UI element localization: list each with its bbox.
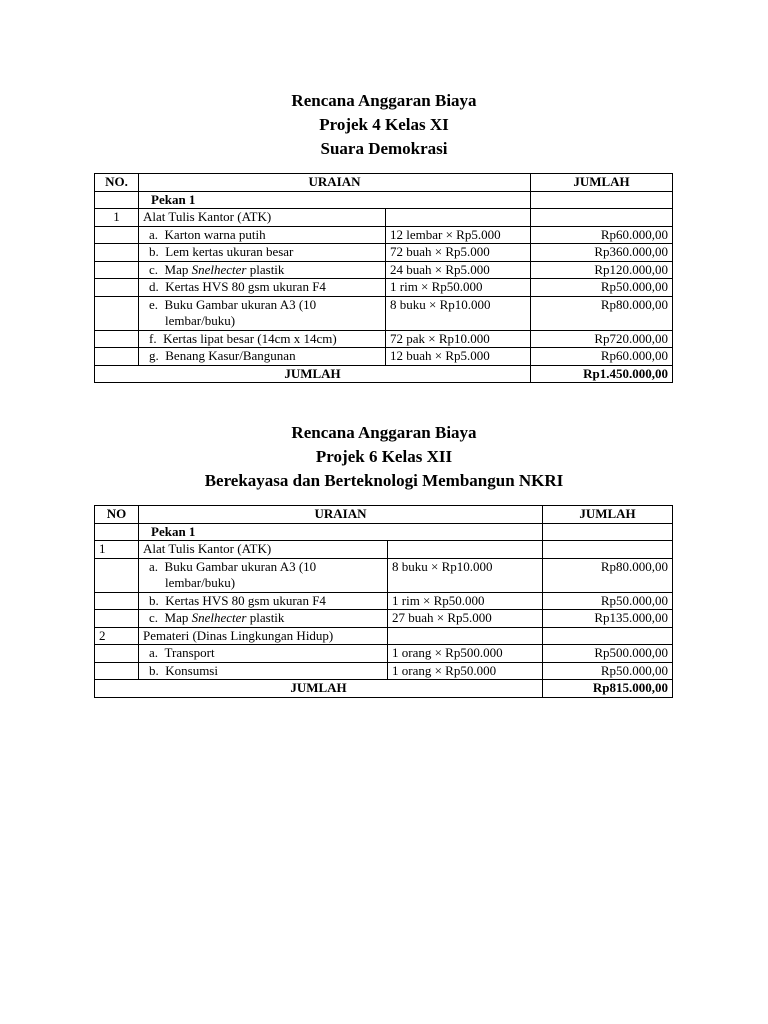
title-1-line-1: Rencana Anggaran Biaya xyxy=(291,91,477,110)
item-name: a. Buku Gambar ukuran A3 (10 lembar/buku) xyxy=(139,558,388,592)
table-row xyxy=(95,541,673,559)
total-row xyxy=(95,680,673,698)
table-row xyxy=(95,662,673,680)
header-jumlah: JUMLAH xyxy=(543,506,673,524)
item-amount: Rp135.000,00 xyxy=(543,610,673,628)
item-amount: Rp360.000,00 xyxy=(531,244,673,262)
item-name: e. Buku Gambar ukuran A3 (10 lembar/buku) xyxy=(139,296,386,330)
item-amount: Rp120.000,00 xyxy=(531,261,673,279)
item-name: b. Kertas HVS 80 gsm ukuran F4 xyxy=(139,592,388,610)
header-uraian: URAIAN xyxy=(139,506,543,524)
group-label: Pemateri (Dinas Lingkungan Hidup) xyxy=(139,627,388,645)
item-amount: Rp60.000,00 xyxy=(531,226,673,244)
item-quantity: 1 rim × Rp50.000 xyxy=(386,279,531,297)
pekan-label: Pekan 1 xyxy=(139,523,543,541)
group-number: 1 xyxy=(95,541,139,559)
total-row xyxy=(95,365,673,383)
budget-title-2 xyxy=(0,421,768,493)
item-quantity: 1 orang × Rp500.000 xyxy=(388,645,543,663)
group-number: 2 xyxy=(95,627,139,645)
total-label: JUMLAH xyxy=(95,680,543,698)
pekan-label: Pekan 1 xyxy=(139,191,531,209)
title-1-line-3: Suara Demokrasi xyxy=(320,139,448,158)
item-amount: Rp80.000,00 xyxy=(531,296,673,330)
item-quantity: 8 buku × Rp10.000 xyxy=(388,558,543,592)
total-value: Rp1.450.000,00 xyxy=(531,365,673,383)
item-name: g. Benang Kasur/Bangunan xyxy=(139,348,386,366)
group-label: Alat Tulis Kantor (ATK) xyxy=(139,541,388,559)
item-quantity: 72 buah × Rp5.000 xyxy=(386,244,531,262)
item-amount: Rp50.000,00 xyxy=(531,279,673,297)
table-row xyxy=(95,348,673,366)
item-quantity: 24 buah × Rp5.000 xyxy=(386,261,531,279)
item-amount: Rp50.000,00 xyxy=(543,592,673,610)
total-label: JUMLAH xyxy=(95,365,531,383)
item-quantity: 12 lembar × Rp5.000 xyxy=(386,226,531,244)
total-value: Rp815.000,00 xyxy=(543,680,673,698)
table-row xyxy=(95,558,673,592)
header-no: NO xyxy=(95,506,139,524)
item-amount: Rp500.000,00 xyxy=(543,645,673,663)
budget-table-2 xyxy=(94,505,673,698)
item-name: c. Map Snelhecter plastik xyxy=(139,261,386,279)
group-number: 1 xyxy=(95,209,139,227)
title-2-line-2: Projek 6 Kelas XII xyxy=(315,447,453,466)
item-name: b. Lem kertas ukuran besar xyxy=(139,244,386,262)
table-row xyxy=(95,610,673,628)
item-amount: Rp720.000,00 xyxy=(531,330,673,348)
item-quantity: 12 buah × Rp5.000 xyxy=(386,348,531,366)
item-quantity: 72 pak × Rp10.000 xyxy=(386,330,531,348)
item-quantity: 1 orang × Rp50.000 xyxy=(388,662,543,680)
item-amount: Rp60.000,00 xyxy=(531,348,673,366)
item-name: b. Konsumsi xyxy=(139,662,388,680)
table-row xyxy=(95,645,673,663)
table-header-row xyxy=(95,506,673,524)
item-name: a. Karton warna putih xyxy=(139,226,386,244)
item-name: d. Kertas HVS 80 gsm ukuran F4 xyxy=(139,279,386,297)
table-row xyxy=(95,330,673,348)
item-name: c. Map Snelhecter plastik xyxy=(139,610,388,628)
table-row xyxy=(95,226,673,244)
table-row xyxy=(95,592,673,610)
table-row xyxy=(95,261,673,279)
group-label: Alat Tulis Kantor (ATK) xyxy=(139,209,386,227)
item-name: f. Kertas lipat besar (14cm x 14cm) xyxy=(139,330,386,348)
table-header-row xyxy=(95,174,673,192)
title-2-line-3: Berekayasa dan Berteknologi Membangun NKRI xyxy=(204,471,564,490)
item-quantity: 27 buah × Rp5.000 xyxy=(388,610,543,628)
table-row xyxy=(95,209,673,227)
table-row xyxy=(95,523,673,541)
table-row xyxy=(95,279,673,297)
table-row xyxy=(95,244,673,262)
header-no: NO. xyxy=(95,174,139,192)
item-quantity: 8 buku × Rp10.000 xyxy=(386,296,531,330)
item-quantity: 1 rim × Rp50.000 xyxy=(388,592,543,610)
title-2-line-1: Rencana Anggaran Biaya xyxy=(291,423,477,442)
table-row xyxy=(95,296,673,330)
table-row xyxy=(95,191,673,209)
item-name: a. Transport xyxy=(139,645,388,663)
table-row xyxy=(95,627,673,645)
item-amount: Rp50.000,00 xyxy=(543,662,673,680)
title-1-line-2: Projek 4 Kelas XI xyxy=(319,115,449,134)
header-jumlah: JUMLAH xyxy=(531,174,673,192)
header-uraian: URAIAN xyxy=(139,174,531,192)
budget-title-1 xyxy=(0,89,768,161)
budget-table-1 xyxy=(94,173,673,383)
item-amount: Rp80.000,00 xyxy=(543,558,673,592)
